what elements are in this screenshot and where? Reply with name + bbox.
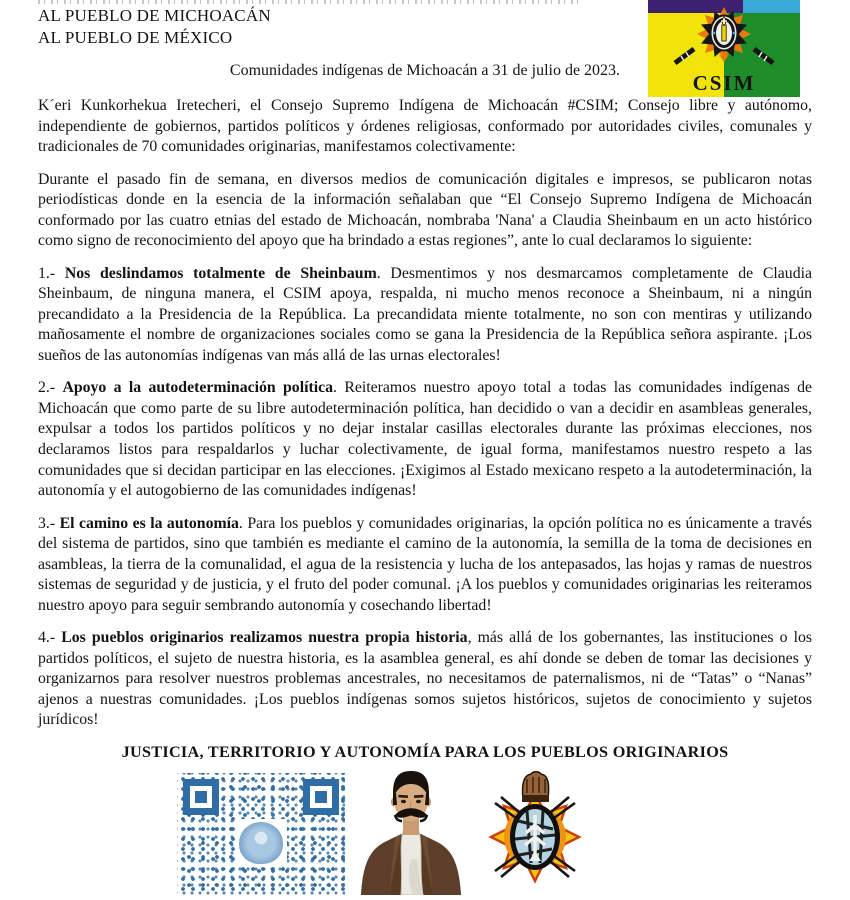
qr-code-icon (175, 771, 347, 897)
addressee-line-michoacan: AL PUEBLO DE MICHOACÁN (38, 6, 271, 25)
point-3 (38, 514, 812, 617)
qr-finder-topleft (183, 779, 219, 815)
slogan: JUSTICIA, TERRITORIO Y AUTONOMÍA PARA LOS PUEBLOS ORIGINARIOS (121, 742, 729, 761)
point-2-heading: Apoyo a la autodeterminación política (62, 379, 334, 397)
point-2-number: 2.- (38, 379, 63, 397)
qr-finder-topright (303, 779, 339, 815)
body-text (38, 96, 812, 731)
csim-fist-emblem-icon (485, 771, 585, 893)
emiliano-zapata-portrait-icon (353, 769, 469, 895)
point-3-text: . Para los pueblos y comunidades originarias, la opción política no es únicamente a través del sistema de partidos, sino que también es mediante el camino de la autonomía, la semilla de la toma de decisiones en asambleas, la tierra de la comunalidad, el agua de la resistencia y lucha de los antepasados, las hojas y ramas de nuestros sistemas de seguridad y de justicia, y el fruto del poder comunal. ¡A los pueblos y comunidades originarias les reiteramos nuestro apoyo para seguir sembrando autonomía y cosechando libertad! (38, 514, 812, 614)
point-3-heading: El camino es la autonomía (59, 514, 239, 532)
dateline: Comunidades indígenas de Michoacán a 31 de julio de 2023. (229, 62, 621, 79)
point-1 (38, 264, 812, 367)
point-1-number: 1.- (38, 264, 65, 282)
point-4-number: 4.- (38, 629, 62, 647)
intro-paragraph: K´eri Kunkorhekua Iretecheri, el Consejo Supremo Indígena de Michoacán #CSIM; Consejo libre y autónomo, independiente de gobiernos, partidos políticos y órdenes religiosas, conformado por autoridades civiles, comunales y tradicionales de 70 comunidades originarias, manifestamos colectivamente: (38, 97, 812, 156)
footer-images (0, 767, 850, 897)
point-4-heading: Los pueblos originarios realizamos nuestra propia historia (61, 629, 468, 647)
point-2-text: . Reiteramos nuestro apoyo total a todas las comunidades indígenas de Michoacán que como parte de su libre autodeterminación política, han decidido o van a decidir en asambleas generales, expulsar a todos los partidos políticos y no dejar instalar casillas electorales durante las próximas elecciones, nos declaramos listos para respaldarlos y luchar colectivamente, de igual forma, manifestamos nuestro respeto a las comunidades que si decidan participar en las elecciones. ¡Exigimos al Estado mexicano respeto a la autodeterminación, la autonomía y el autogobierno de las comunidades indígenas! (38, 379, 812, 500)
point-1-text: . Desmentimos y nos desmarcamos completamente de Claudia Sheinbaum, de ninguna manera, el CSIM apoya, respalda, ni mucho menos reconoce a Sheinbaum, ni a ningún precandidato a la Presidencia de la República. La precandidata miente totalmente, no son con mentiras y utilizando mañosamente el nombre de organizaciones sociales como se gana la Presidencia de la República señora aspirante. ¡Los sueños de las autonomías indígenas van más allá de las urnas electorales! (38, 264, 813, 364)
context-paragraph: Durante el pasado fin de semana, en diversos medios de comunicación digitales e impresos, se publicaron notas periodísticas donde en la esencia de la información señalaban que “El Consejo Supremo Indígena de Michoacán conformado por las cuatro etnias del estado de Michoacán, nombraba 'Nana' a Claudia Sheinbaum en un acto histórico como signo de reconocimiento del apoyo que ha brindado a estas regiones”, ante lo cual declaramos lo siguiente: (38, 170, 812, 250)
point-3-number: 3.- (38, 514, 60, 532)
point-4-text: , más allá de los gobernantes, las instituciones o los partidos políticos, el sujeto de nuestra historia, es la asamblea general, es ahí donde se deben de tomar las decisiones y organizarnos para resolver nuestros problemas ancestrales, no necesitamos de paternalismos, ni de “Tatas” o “Nanas” ajenos a nuestras comunidades. ¡Los pueblos indígenas somos sujetos históricos, sujetos de conocimiento y sujetos jurídicos! (38, 629, 813, 729)
point-4 (38, 628, 812, 731)
point-2 (38, 378, 812, 501)
addressee-line-mexico: AL PUEBLO DE MÉXICO (38, 28, 233, 47)
qr-center-logo-icon (235, 819, 287, 867)
addressee-block (38, 5, 812, 49)
point-1-heading: Nos deslindamos totalmente de Sheinbaum (64, 264, 377, 282)
csim-acronym: CSIM (692, 71, 756, 95)
